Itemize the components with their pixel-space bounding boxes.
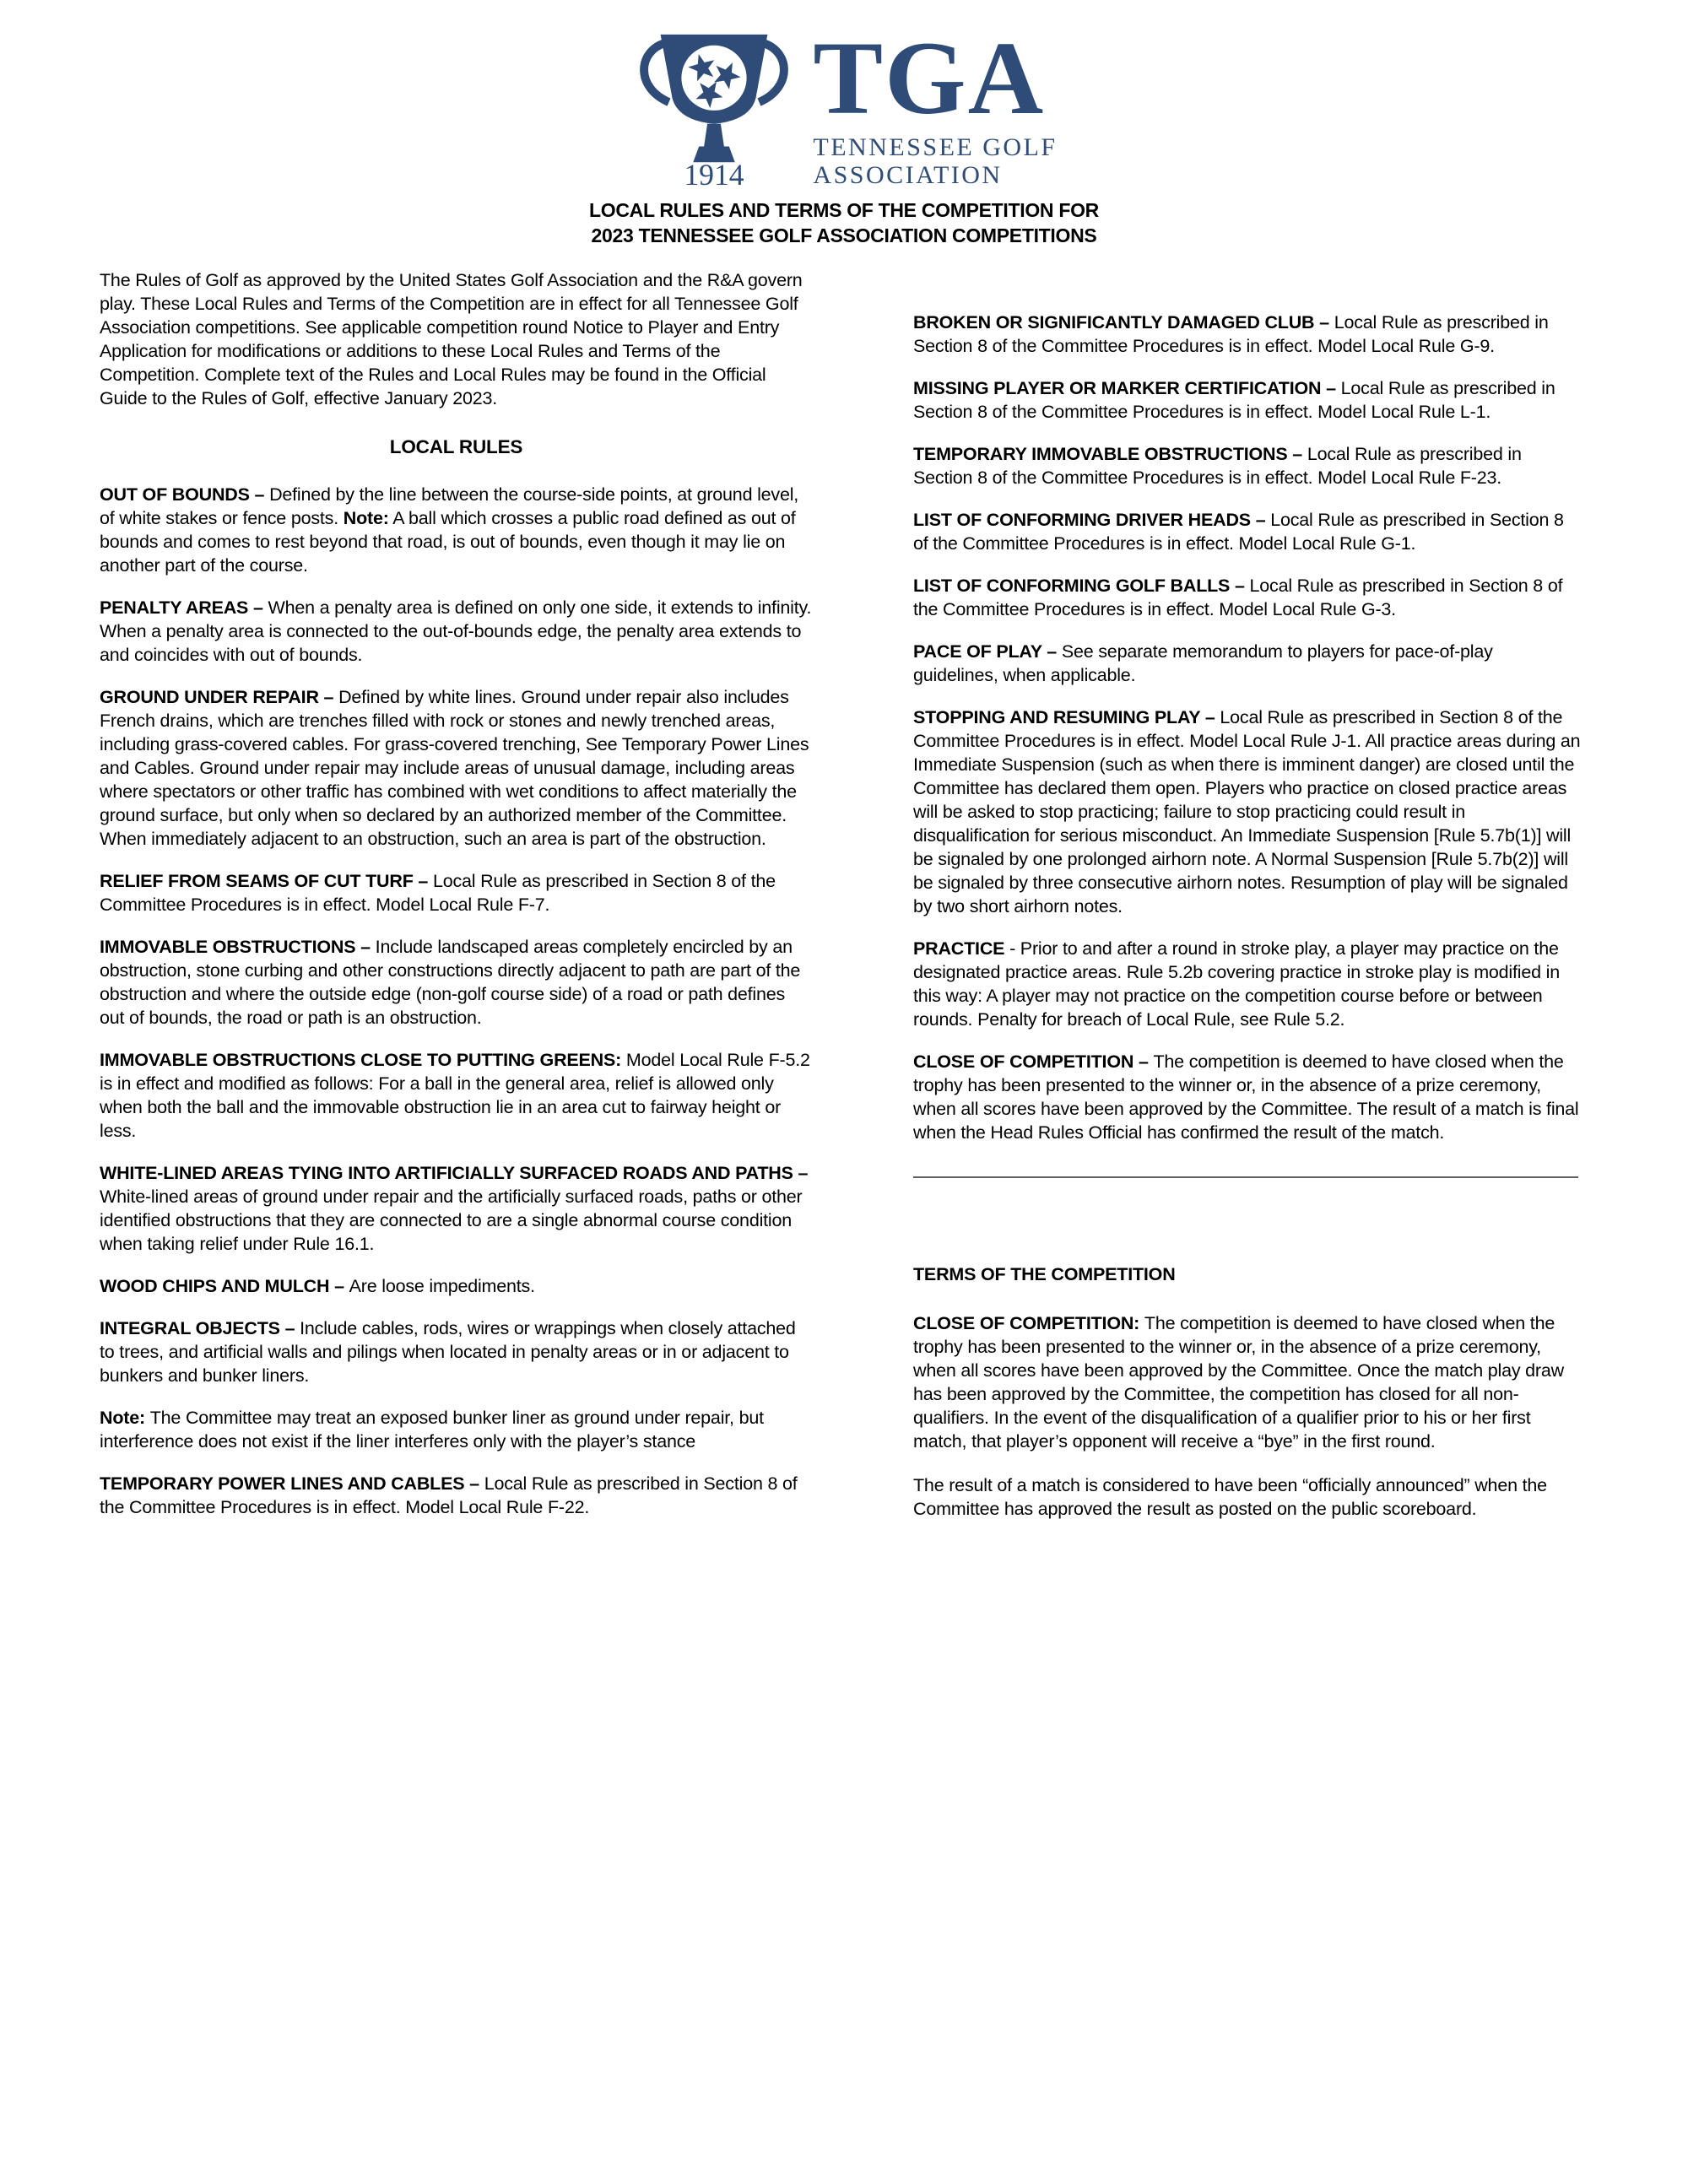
rule-heading: LIST OF CONFORMING DRIVER HEADS – <box>913 510 1271 530</box>
trophy-stem <box>705 124 725 147</box>
rule-pace-of-play <box>913 640 1582 687</box>
rule-body: Are loose impediments. <box>349 1276 535 1296</box>
rule-heading: GROUND UNDER REPAIR – <box>100 687 339 707</box>
rule-heading: INTEGRAL OBJECTS – <box>100 1318 300 1338</box>
rule-body: The Committee may treat an exposed bunker liner as ground under repair, but interference does not exist if the liner interferes only with the player’s stance <box>100 1408 764 1451</box>
note-label: Note: <box>100 1408 150 1428</box>
rule-wood-chips-and-mulch <box>100 1274 813 1298</box>
rule-stopping-and-resuming-play <box>913 705 1582 918</box>
title-line-1: LOCAL RULES AND TERMS OF THE COMPETITION FOR <box>589 199 1099 221</box>
rule-body: Include cables, rods, wires or wrappings when closely attached to trees, and artificial walls and pilings when located in penalty areas or in or adjacent to bunkers and bunker liners. <box>100 1318 796 1386</box>
rule-body: Local Rule as prescribed in Section 8 of the Committee Procedures is in effect. Model Local Rule F-22. <box>100 1473 798 1517</box>
right-column <box>913 311 1582 1521</box>
rule-body-continued: A ball which crosses a public road defined as out of bounds and comes to rest beyond that road, is out of bounds, even though it may lie on another part of the course. <box>100 508 796 576</box>
section-divider <box>913 1176 1578 1178</box>
rule-out-of-bounds <box>100 483 813 577</box>
tga-wordmark <box>813 22 1057 189</box>
rule-body: The competition is deemed to have closed when the trophy has been presented to the winner or, in the absence of a prize ceremony, when all scores have been approved by the Committee. Once the match play draw has been approved by the Committee, the competition has closed for all non-qualifiers. In the event of the disqualification of a qualifier prior to his or her first match, that player’s opponent will receive a “bye” in the first round. <box>913 1313 1564 1451</box>
terms-heading: TERMS OF THE COMPETITION <box>913 1264 1176 1284</box>
rule-body: Local Rule as prescribed in Section 8 of the Committee Procedures is in effect. Model Local Rule F-7. <box>100 871 776 915</box>
rule-heading: MISSING PLAYER OR MARKER CERTIFICATION – <box>913 378 1341 398</box>
rule-body: When a penalty area is defined on only one side, it extends to infinity. When a penalty area is connected to the out-of-bounds edge, the penalty area extends to and coincides with out of bounds. <box>100 597 812 665</box>
terms-result-paragraph: The result of a match is considered to have been “officially announced” when the Committee has approved the result as posted on the public scoreboard. <box>913 1475 1547 1519</box>
rule-relief-from-seams-of-cut-turf <box>100 869 813 916</box>
rule-white-lined-areas <box>100 1161 813 1256</box>
rule-temporary-power-lines-and-cables <box>100 1472 813 1519</box>
rule-heading: CLOSE OF COMPETITION – <box>913 1051 1154 1072</box>
rule-body: Local Rule as prescribed in Section 8 of the Committee Procedures is in effect. Model Local Rule J-1. All practice areas during an Immediate Suspension (such as when there is imminent danger) are closed until the Committee has declared them open. Players who practice on closed practice areas will be asked to stop practicing; failure to stop practicing could result in disqualification for serious misconduct. An Immediate Suspension [Rule 5.7b(1)] will be signaled by one prolonged airhorn note. A Normal Suspension [Rule 5.7b(2)] will be signaled by three consecutive airhorn notes. Resumption of play will be signaled by two short airhorn notes. <box>913 707 1581 916</box>
rule-heading: STOPPING AND RESUMING PLAY – <box>913 707 1220 727</box>
rule-body: Local Rule as prescribed in Section 8 of the Committee Procedures is in effect. Model Local Rule F-23. <box>913 444 1522 488</box>
rule-body: Defined by white lines. Ground under repair also includes French drains, which are trenches filled with rock or stones and newly trenched areas, including grass-covered cables. For grass-covered trenching, See Temporary Power Lines and Cables. Ground under repair may include areas of unusual damage, including areas where spectators or other traffic has combined with wet conditions to affect materially the ground surface, but only when so declared by an authorized member of the Committee. When immediately adjacent to an obstruction, such an area is part of the obstruction. <box>100 687 809 849</box>
rule-close-of-competition <box>913 1050 1582 1144</box>
rule-body: White-lined areas of ground under repair and the artificially surfaced roads, paths or other identified obstructions that they are connected to are a single abnormal course condition when taking relief under Rule 16.1. <box>100 1187 803 1254</box>
rule-body: See separate memorandum to players for pace-of-play guidelines, when applicable. <box>913 641 1493 685</box>
title-line-2: 2023 TENNESSEE GOLF ASSOCIATION COMPETITIONS <box>591 224 1097 246</box>
rule-ground-under-repair <box>100 685 813 851</box>
rule-immovable-obstructions <box>100 935 813 1030</box>
rule-immovable-obstructions-close-to-putting-greens <box>100 1048 813 1143</box>
document-title <box>0 197 1688 248</box>
terms-close-of-competition <box>913 1311 1582 1453</box>
rule-body: Local Rule as prescribed in Section 8 of the Committee Procedures is in effect. Model Local Rule L-1. <box>913 378 1555 422</box>
rule-body: Local Rule as prescribed in Section 8 of the Committee Procedures is in effect. Model Local Rule G-1. <box>913 510 1564 554</box>
rule-body: Model Local Rule F-5.2 is in effect and modified as follows: For a ball in the general area, relief is allowed only when both the ball and the immovable obstruction lie in an area cut to fairway height or less. <box>100 1050 810 1141</box>
rule-integral-objects <box>100 1316 813 1387</box>
tga-trophy-icon <box>630 22 798 187</box>
rule-heading: CLOSE OF COMPETITION: <box>913 1313 1144 1333</box>
rule-broken-or-damaged-club <box>913 311 1582 358</box>
rule-heading: IMMOVABLE OBSTRUCTIONS CLOSE TO PUTTING GREENS: <box>100 1050 626 1070</box>
tga-name-line1: TENNESSEE GOLF <box>813 133 1058 162</box>
tga-monogram: TGA <box>813 20 1046 136</box>
intro-paragraph: The Rules of Golf as approved by the United States Golf Association and the R&A govern play. These Local Rules and Terms of the Competition are in effect for all Tennessee Golf Association competitions. See applicable competition round Notice to Player and Entry Application for modifications or additions to these Local Rules and Terms of the Competition. Complete text of the Rules and Local Rules may be found in the Official Guide to the Rules of Golf, effective January 2023. <box>100 270 803 408</box>
rule-heading: TEMPORARY POWER LINES AND CABLES – <box>100 1473 484 1494</box>
rule-body: The competition is deemed to have closed when the trophy has been presented to the winner or, in the absence of a prize ceremony, when all scores have been approved by the Committee. The result of a match is final when the Head Rules Official has confirmed the result of the match. <box>913 1051 1579 1143</box>
rule-heading: LIST OF CONFORMING GOLF BALLS – <box>913 576 1250 596</box>
tga-logo <box>0 22 1688 189</box>
rule-heading: BROKEN OR SIGNIFICANTLY DAMAGED CLUB – <box>913 312 1334 332</box>
rule-heading: OUT OF BOUNDS – <box>100 484 270 505</box>
rule-heading: PRACTICE <box>913 938 1010 959</box>
rule-heading: RELIEF FROM SEAMS OF CUT TURF – <box>100 871 433 891</box>
rule-heading: IMMOVABLE OBSTRUCTIONS – <box>100 937 376 957</box>
rule-heading: PENALTY AREAS – <box>100 597 268 618</box>
rule-body: Include landscaped areas completely encircled by an obstruction, stone curbing and other constructions directly adjacent to path are part of the obstruction and where the outside edge (non-golf course side) of a road or path defines out of bounds, the road or path is an obstruction. <box>100 937 801 1028</box>
rule-note <box>100 1406 813 1453</box>
rule-heading: WHITE-LINED AREAS TYING INTO ARTIFICIALLY SURFACED ROADS AND PATHS – <box>100 1163 809 1183</box>
rule-practice <box>913 937 1582 1031</box>
rule-body: Local Rule as prescribed in Section 8 of the Committee Procedures is in effect. Model Local Rule G-9. <box>913 312 1549 356</box>
founding-year: 1914 <box>684 158 745 187</box>
rule-heading: PACE OF PLAY – <box>913 641 1062 662</box>
rule-body: Local Rule as prescribed in Section 8 of the Committee Procedures is in effect. Model Local Rule G-3. <box>913 576 1563 619</box>
rule-heading: WOOD CHIPS AND MULCH – <box>100 1276 349 1296</box>
rule-penalty-areas <box>100 596 813 667</box>
rule-list-of-conforming-golf-balls <box>913 574 1582 621</box>
rule-missing-player-or-marker-certification <box>913 376 1582 424</box>
rule-list-of-conforming-driver-heads <box>913 508 1582 555</box>
note-label: Note: <box>343 508 389 528</box>
rule-heading: TEMPORARY IMMOVABLE OBSTRUCTIONS – <box>913 444 1307 464</box>
rule-body: - Prior to and after a round in stroke play, a player may practice on the designated practice areas. Rule 5.2b covering practice in stroke play is modified in this way: A player may not practice on the competition course before or between rounds. Penalty for breach of Local Rule, see Rule 5.2. <box>913 938 1560 1030</box>
rule-body: Defined by the line between the course-side points, at ground level, of white stakes or fence posts. <box>100 484 799 528</box>
tga-name-line2: ASSOCIATION <box>813 161 1003 190</box>
local-rules-heading: LOCAL RULES <box>389 436 523 457</box>
rule-temporary-immovable-obstructions <box>913 442 1582 489</box>
left-column <box>100 268 813 1538</box>
